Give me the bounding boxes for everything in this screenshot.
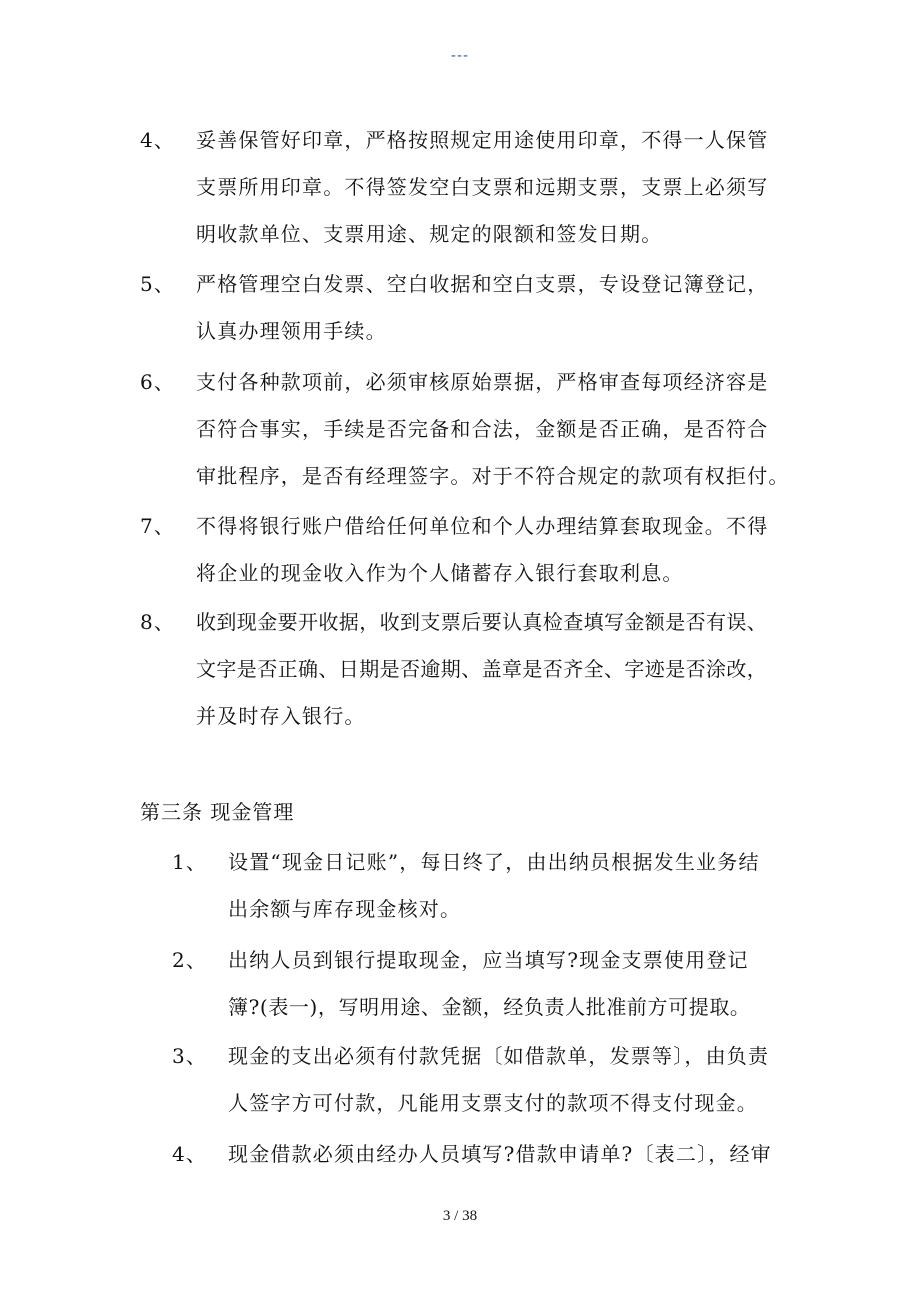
page-number: 3 / 38 <box>442 1208 478 1224</box>
item-line: 认真办理领用手续。 <box>196 319 387 343</box>
item-line: 审批程序，是否有经理签字。对于不符合规定的款项有权拒付。 <box>196 464 790 488</box>
section-title: 第三条 现金管理 <box>140 800 295 824</box>
item-line: 妥善保管好印章，严格按照规定用途使用印章，不得一人保管 <box>196 128 769 152</box>
item-line: 出纳人员到银行提取现金，应当填写?现金支票使用登记 <box>228 948 749 972</box>
item-number: 6、 <box>140 370 176 394</box>
item-line: 现金的支出必须有付款凭据〔如借款单，发票等〕，由负责 <box>228 1044 770 1068</box>
item-line: 并及时存入银行。 <box>196 704 366 728</box>
item-line: 设置“现金日记账”，每日终了，由出纳员根据发生业务结 <box>228 850 760 874</box>
item-line: 出余额与库存现金核对。 <box>228 897 462 921</box>
item-line: 否符合事实，手续是否完备和合法，金额是否正确，是否符合 <box>196 417 769 441</box>
item-line: 现金借款必须由经办人员填写?借款申请单?〔表二〕，经审 <box>228 1142 772 1166</box>
item-number: 1、 <box>172 850 208 874</box>
item-number: 4、 <box>140 128 176 152</box>
item-line: 人签字方可付款，凡能用支票支付的款项不得支付现金。 <box>228 1091 758 1115</box>
item-line: 支付各种款项前，必须审核原始票据，严格审查每项经济容是 <box>196 370 769 394</box>
item-line: 不得将银行账户借给任何单位和个人办理结算套取现金。不得 <box>196 514 769 538</box>
item-line: 簿?(表一)，写明用途、金额，经负责人批准前方可提取。 <box>228 995 751 1019</box>
item-number: 3、 <box>172 1044 208 1068</box>
item-line: 将企业的现金收入作为个人储蓄存入银行套取利息。 <box>196 561 684 585</box>
item-line: 文字是否正确、日期是否逾期、盖章是否齐全、字迹是否涂改， <box>196 657 768 681</box>
item-line: 支票所用印章。不得签发空白支票和远期支票，支票上必须写 <box>196 175 769 199</box>
item-line: 明收款单位、支票用途、规定的限额和签发日期。 <box>196 222 663 246</box>
item-number: 2、 <box>172 948 208 972</box>
item-number: 8、 <box>140 610 176 634</box>
header-mark: --- <box>450 48 470 64</box>
item-number: 4、 <box>172 1142 208 1166</box>
item-number: 5、 <box>140 272 176 296</box>
item-number: 7、 <box>140 514 176 538</box>
item-line: 收到现金要开收据，收到支票后要认真检查填写金额是否有误、 <box>196 610 768 634</box>
item-line: 严格管理空白发票、空白收据和空白支票，专设登记簿登记， <box>196 272 769 296</box>
